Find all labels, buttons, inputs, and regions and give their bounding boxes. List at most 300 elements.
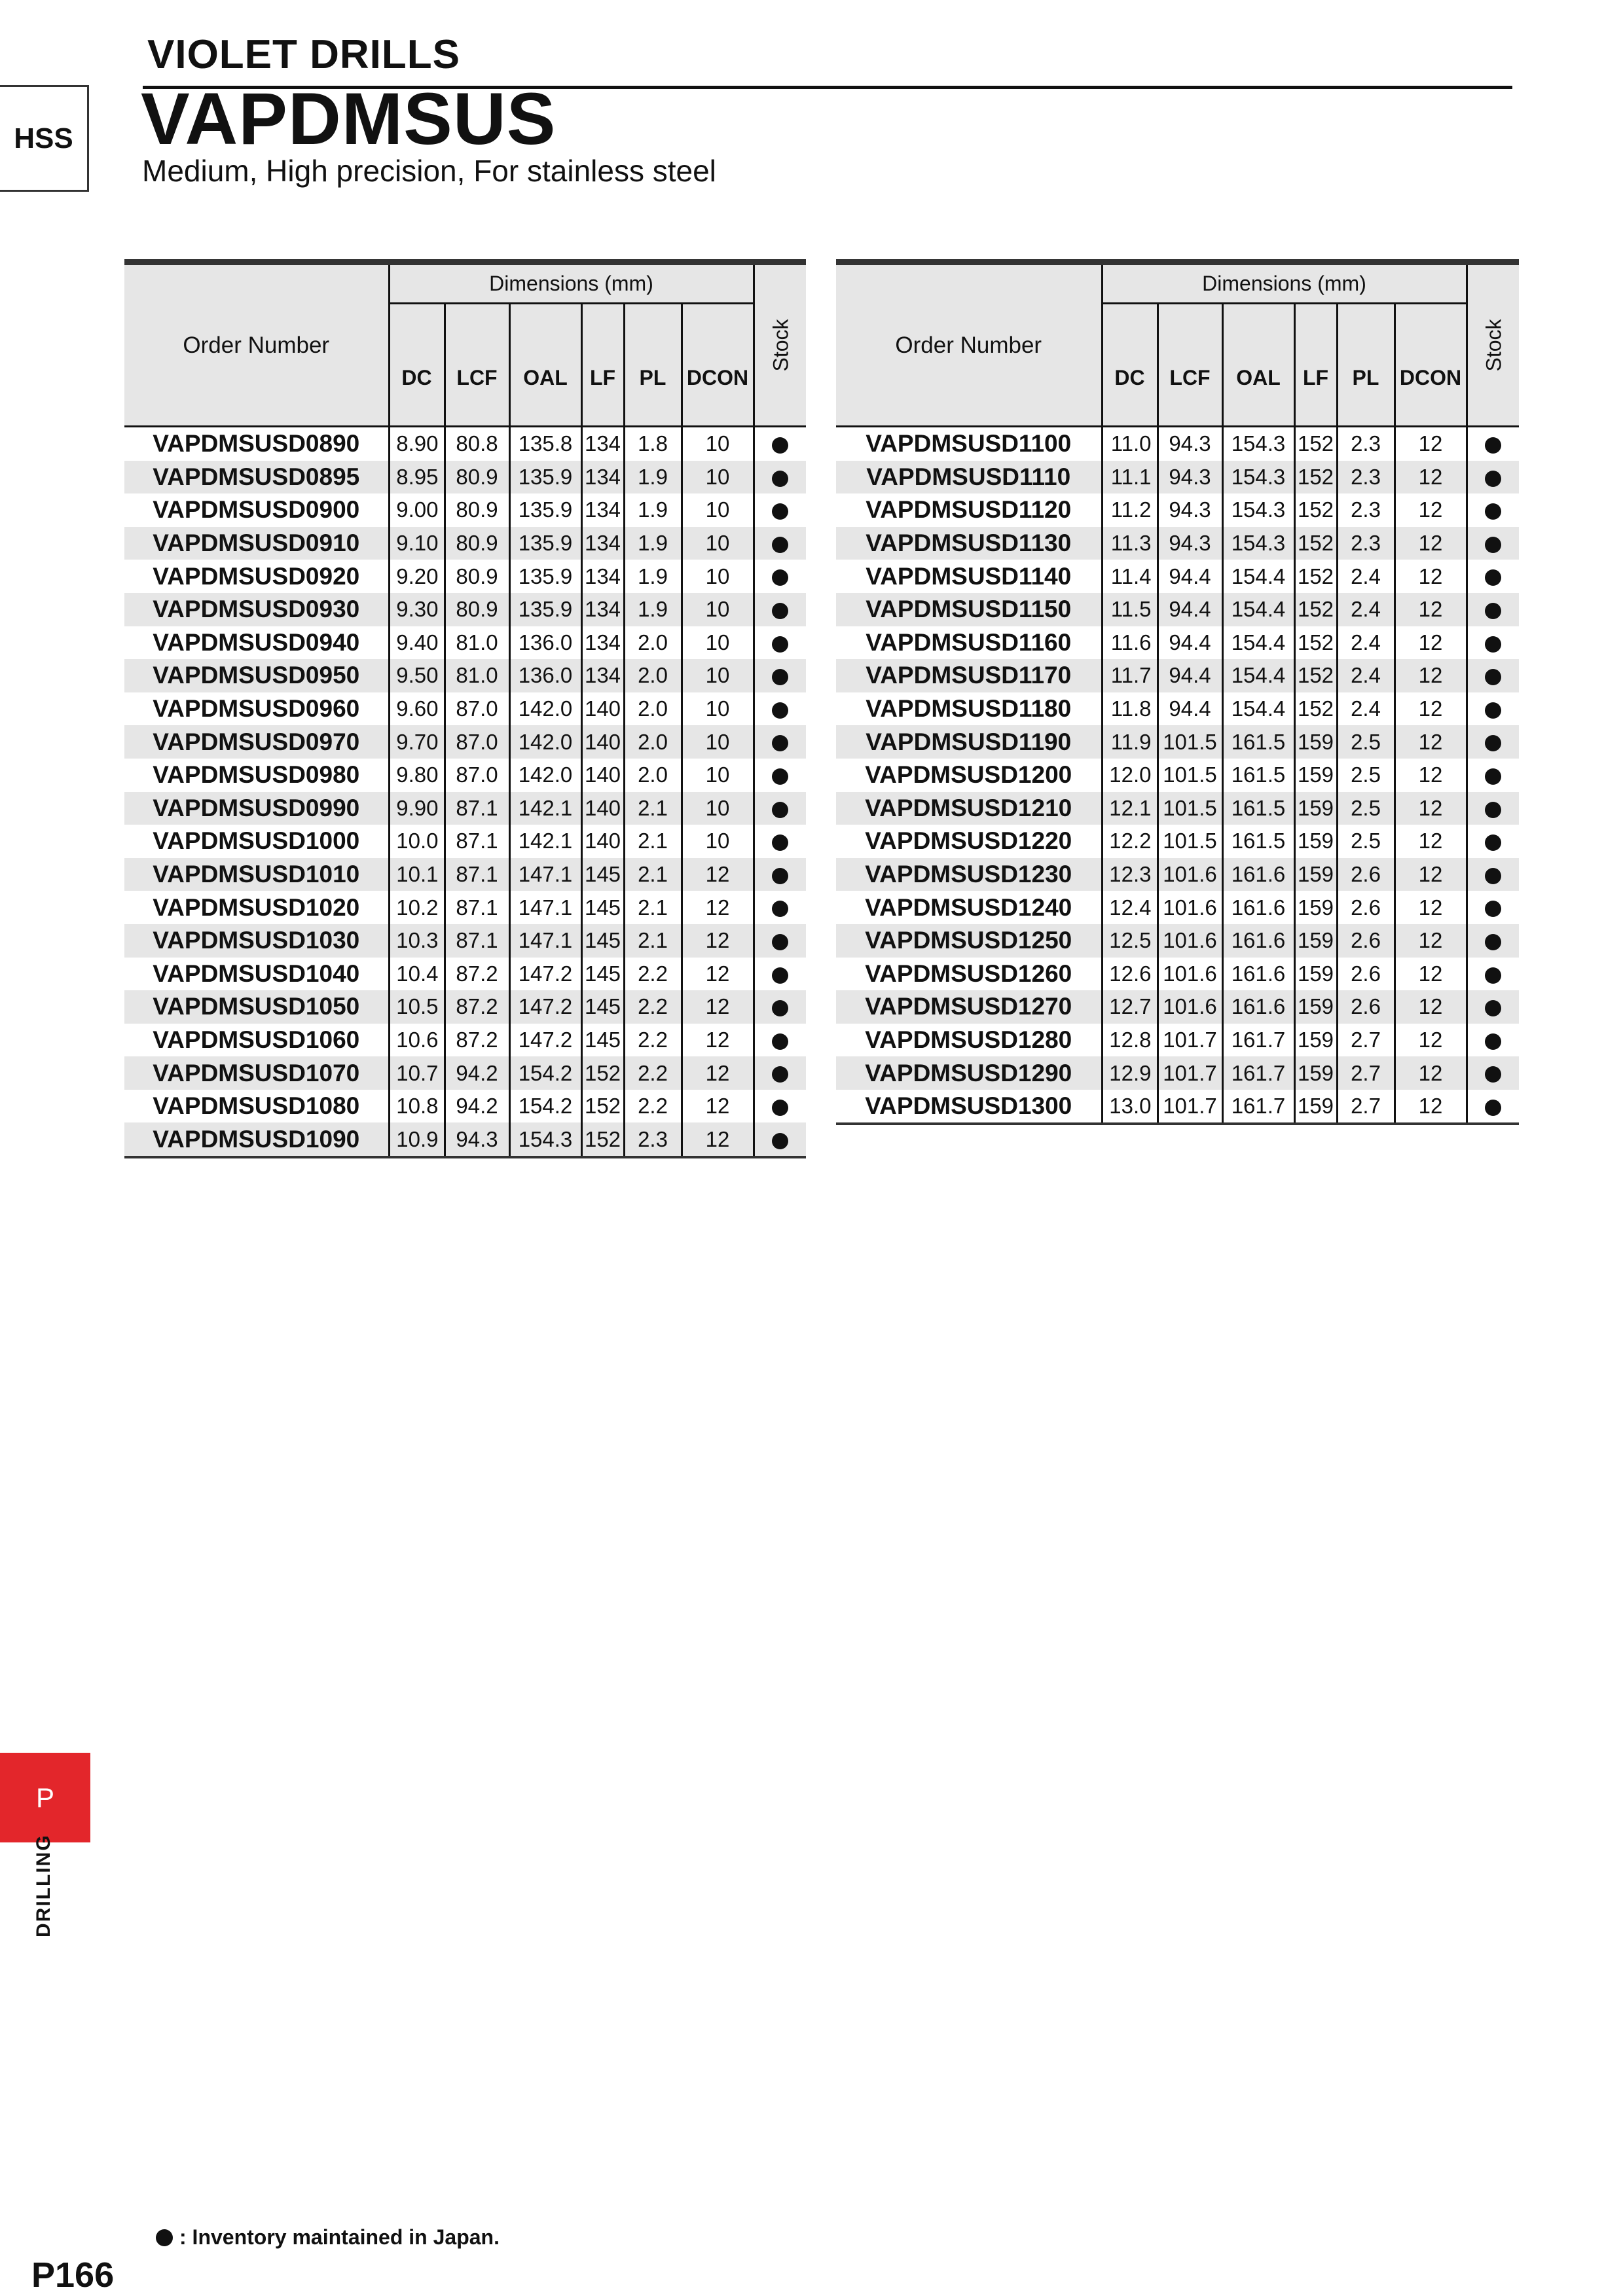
pl-cell: 2.3 [1337, 461, 1395, 494]
table-row [836, 958, 1519, 991]
pl-cell: 2.6 [1337, 990, 1395, 1024]
stock-cell [1467, 990, 1519, 1024]
lcf-cell: 101.7 [1158, 1024, 1222, 1057]
pl-cell: 2.6 [1337, 891, 1395, 924]
table-row [124, 858, 806, 891]
dc-cell: 12.2 [1102, 825, 1158, 858]
dcon-cell: 12 [1395, 659, 1467, 692]
lcf-cell: 94.4 [1158, 692, 1222, 726]
table-row [836, 659, 1519, 692]
stock-cell [1467, 692, 1519, 726]
lcf-cell: 87.2 [445, 1024, 509, 1057]
table-row [836, 461, 1519, 494]
dcon-cell: 12 [682, 990, 754, 1024]
lcf-cell: 101.6 [1158, 924, 1222, 958]
lf-cell: 140 [581, 759, 624, 792]
order-number-header: Order Number [124, 262, 389, 427]
table-row [124, 493, 806, 527]
dc-cell: 10.5 [389, 990, 445, 1024]
order-number-cell: VAPDMSUSD1050 [124, 990, 389, 1024]
dc-cell: 10.3 [389, 924, 445, 958]
dcon-cell: 12 [682, 858, 754, 891]
dc-cell: 10.4 [389, 958, 445, 991]
stock-cell [1467, 427, 1519, 461]
stock-dot-icon [1485, 802, 1501, 818]
dcon-cell: 12 [682, 958, 754, 991]
stock-cell [1467, 560, 1519, 593]
stock-cell [754, 427, 806, 461]
order-number-cell: VAPDMSUSD1290 [836, 1056, 1102, 1090]
order-number-cell: VAPDMSUSD1150 [836, 593, 1102, 626]
stock-cell [754, 461, 806, 494]
legend-text: : Inventory maintained in Japan. [179, 2225, 500, 2249]
series-title: VIOLET DRILLS [147, 32, 460, 77]
stock-header: Stock [1467, 262, 1519, 427]
order-number-cell: VAPDMSUSD1010 [124, 858, 389, 891]
oal-cell: 142.1 [509, 792, 581, 825]
order-number-cell: VAPDMSUSD1090 [124, 1122, 389, 1157]
stock-cell [1467, 792, 1519, 825]
lf-cell: 134 [581, 560, 624, 593]
dcon-cell: 12 [1395, 626, 1467, 660]
oal-cell: 161.5 [1222, 759, 1294, 792]
pl-cell: 2.1 [624, 891, 682, 924]
dcon-cell: 12 [1395, 759, 1467, 792]
spec-table-left [124, 259, 806, 1158]
stock-cell [1467, 1024, 1519, 1057]
pl-cell: 1.9 [624, 527, 682, 560]
order-number-cell: VAPDMSUSD1160 [866, 628, 1072, 656]
dcon-cell: 10 [682, 527, 754, 560]
lf-cell: 145 [581, 858, 624, 891]
stock-cell [1467, 659, 1519, 692]
pl-cell: 1.9 [624, 560, 682, 593]
lf-cell: 134 [581, 493, 624, 527]
table-row [124, 958, 806, 991]
order-number-cell: VAPDMSUSD1120 [866, 496, 1072, 524]
dcon-cell: 12 [682, 1122, 754, 1157]
dcon-cell: 12 [1395, 493, 1467, 527]
lcf-cell: 94.3 [445, 1122, 509, 1157]
lcf-cell: 87.2 [445, 990, 509, 1024]
pl-cell: 2.5 [1337, 725, 1395, 759]
dimensions-header: Dimensions (mm) [389, 262, 754, 304]
col-lf: LF [581, 304, 624, 427]
oal-cell: 161.6 [1222, 958, 1294, 991]
order-number-cell: VAPDMSUSD1220 [865, 827, 1072, 855]
stock-dot-icon [772, 603, 788, 619]
dc-cell: 11.7 [1102, 659, 1158, 692]
dc-cell: 10.1 [389, 858, 445, 891]
table-row [124, 891, 806, 924]
table-row [836, 924, 1519, 958]
stock-cell [754, 858, 806, 891]
dc-cell: 11.9 [1102, 725, 1158, 759]
oal-cell: 154.2 [509, 1090, 581, 1123]
lf-cell: 159 [1294, 858, 1337, 891]
oal-cell: 154.3 [1222, 427, 1294, 461]
stock-dot-icon [1485, 636, 1501, 653]
lf-cell: 152 [1294, 427, 1337, 461]
dimensions-header: Dimensions (mm) [1102, 262, 1467, 304]
stock-dot-icon [772, 669, 788, 685]
oal-cell: 135.9 [509, 560, 581, 593]
pl-cell: 2.2 [624, 1024, 682, 1057]
pl-cell: 2.5 [1337, 759, 1395, 792]
dc-cell: 11.3 [1102, 527, 1158, 560]
dcon-cell: 12 [1395, 593, 1467, 626]
stock-dot-icon [772, 1066, 788, 1083]
order-number-cell: VAPDMSUSD0910 [124, 527, 389, 560]
lcf-cell: 101.5 [1158, 825, 1222, 858]
pl-cell: 2.2 [624, 1090, 682, 1123]
stock-dot-icon [1485, 967, 1501, 984]
order-number-cell: VAPDMSUSD1190 [836, 725, 1102, 759]
pl-cell: 1.8 [624, 427, 682, 461]
table-row [836, 792, 1519, 825]
dc-cell: 11.6 [1102, 626, 1158, 660]
dcon-cell: 12 [682, 1024, 754, 1057]
dc-cell: 12.3 [1102, 858, 1158, 891]
lf-cell: 159 [1294, 1024, 1337, 1057]
order-number-cell: VAPDMSUSD1080 [153, 1092, 360, 1120]
lf-cell: 152 [1294, 659, 1337, 692]
order-number-cell: VAPDMSUSD1110 [836, 461, 1102, 494]
stock-cell [1467, 1090, 1519, 1124]
oal-cell: 142.1 [509, 825, 581, 858]
lcf-cell: 87.1 [445, 792, 509, 825]
dcon-cell: 12 [1395, 427, 1467, 461]
dc-cell: 9.70 [389, 725, 445, 759]
oal-cell: 161.5 [1222, 792, 1294, 825]
dc-cell: 8.95 [389, 461, 445, 494]
stock-cell [754, 825, 806, 858]
lf-cell: 134 [581, 626, 624, 660]
dcon-cell: 12 [682, 924, 754, 958]
dc-cell: 9.50 [389, 659, 445, 692]
table-row [836, 759, 1519, 792]
dc-cell: 12.6 [1102, 958, 1158, 991]
lcf-cell: 101.5 [1158, 759, 1222, 792]
stock-cell [754, 924, 806, 958]
lcf-cell: 81.0 [445, 659, 509, 692]
stock-cell [1467, 825, 1519, 858]
lf-cell: 140 [581, 792, 624, 825]
lf-cell: 152 [1294, 527, 1337, 560]
table-row [124, 825, 806, 858]
oal-cell: 135.9 [509, 527, 581, 560]
lcf-cell: 94.4 [1158, 626, 1222, 660]
oal-cell: 161.5 [1222, 725, 1294, 759]
stock-cell [754, 493, 806, 527]
stock-dot-icon [1485, 537, 1501, 553]
stock-dot-icon [1485, 569, 1501, 586]
stock-cell [754, 891, 806, 924]
lf-cell: 145 [581, 990, 624, 1024]
dcon-cell: 10 [682, 427, 754, 461]
dc-cell: 11.2 [1102, 493, 1158, 527]
oal-cell: 135.9 [509, 493, 581, 527]
pl-cell: 2.5 [1337, 825, 1395, 858]
col-lf: LF [1294, 304, 1337, 427]
order-number-cell: VAPDMSUSD1260 [865, 960, 1072, 987]
dcon-cell: 10 [682, 725, 754, 759]
order-number-cell: VAPDMSUSD0930 [124, 593, 389, 626]
dcon-cell: 12 [1395, 725, 1467, 759]
stock-dot-icon [1485, 702, 1501, 719]
lf-cell: 159 [1294, 725, 1337, 759]
table-row [124, 1090, 806, 1123]
dcon-cell: 12 [1395, 825, 1467, 858]
stock-dot-icon [1485, 1100, 1501, 1116]
lf-cell: 140 [581, 825, 624, 858]
table-row [124, 792, 806, 825]
pl-cell: 2.7 [1337, 1024, 1395, 1057]
order-number-cell: VAPDMSUSD0920 [153, 562, 360, 590]
dcon-cell: 12 [1395, 792, 1467, 825]
oal-cell: 161.7 [1222, 1024, 1294, 1057]
pl-cell: 2.6 [1337, 858, 1395, 891]
lf-cell: 140 [581, 725, 624, 759]
dcon-cell: 12 [1395, 560, 1467, 593]
lf-cell: 152 [1294, 626, 1337, 660]
dcon-cell: 12 [1395, 891, 1467, 924]
pl-cell: 2.1 [624, 792, 682, 825]
lf-cell: 159 [1294, 924, 1337, 958]
lcf-cell: 101.6 [1158, 958, 1222, 991]
stock-dot-icon [772, 569, 788, 586]
lcf-cell: 87.0 [445, 725, 509, 759]
order-number-cell: VAPDMSUSD1300 [836, 1090, 1102, 1124]
table-row [836, 990, 1519, 1024]
dcon-cell: 10 [682, 626, 754, 660]
lf-cell: 134 [581, 527, 624, 560]
oal-cell: 154.4 [1222, 626, 1294, 660]
oal-cell: 154.2 [509, 1056, 581, 1090]
pl-cell: 2.2 [624, 1056, 682, 1090]
stock-cell [754, 1122, 806, 1157]
order-number-cell: VAPDMSUSD0900 [153, 496, 360, 524]
stock-dot-icon [772, 768, 788, 785]
col-dcon: DCON [1395, 304, 1467, 427]
lf-cell: 152 [1294, 560, 1337, 593]
pl-cell: 2.4 [1337, 692, 1395, 726]
oal-cell: 147.2 [509, 1024, 581, 1057]
stock-header: Stock [754, 262, 806, 427]
lcf-cell: 87.1 [445, 825, 509, 858]
order-number-cell: VAPDMSUSD1180 [866, 695, 1072, 723]
order-number-cell: VAPDMSUSD1040 [153, 960, 360, 987]
oal-cell: 147.1 [509, 891, 581, 924]
oal-cell: 154.4 [1222, 593, 1294, 626]
stock-cell [1467, 759, 1519, 792]
lcf-cell: 101.5 [1158, 792, 1222, 825]
col-dc: DC [389, 304, 445, 427]
lf-cell: 140 [581, 692, 624, 726]
table-row [124, 427, 806, 461]
oal-cell: 147.1 [509, 924, 581, 958]
dc-cell: 10.6 [389, 1024, 445, 1057]
dcon-cell: 12 [682, 1090, 754, 1123]
oal-cell: 154.4 [1222, 560, 1294, 593]
lf-cell: 159 [1294, 990, 1337, 1024]
oal-cell: 135.8 [509, 427, 581, 461]
stock-dot-icon [1485, 1000, 1501, 1016]
stock-dot-icon [1485, 1066, 1501, 1083]
pl-cell: 2.0 [624, 692, 682, 726]
pl-cell: 2.4 [1337, 560, 1395, 593]
dcon-cell: 12 [1395, 1090, 1467, 1124]
table-body-right [836, 427, 1519, 1124]
dcon-cell: 10 [682, 593, 754, 626]
dc-cell: 9.30 [389, 593, 445, 626]
col-oal: OAL [509, 304, 581, 427]
oal-cell: 136.0 [509, 626, 581, 660]
table-row [836, 825, 1519, 858]
dc-cell: 12.4 [1102, 891, 1158, 924]
order-number-cell: VAPDMSUSD1250 [836, 924, 1102, 958]
lf-cell: 152 [1294, 461, 1337, 494]
dc-cell: 11.1 [1102, 461, 1158, 494]
oal-cell: 161.5 [1222, 825, 1294, 858]
pl-cell: 2.0 [624, 759, 682, 792]
dc-cell: 12.8 [1102, 1024, 1158, 1057]
dc-cell: 9.90 [389, 792, 445, 825]
order-number-cell: VAPDMSUSD1070 [124, 1056, 389, 1090]
lcf-cell: 87.1 [445, 924, 509, 958]
stock-dot-icon [1485, 437, 1501, 454]
lf-cell: 159 [1294, 825, 1337, 858]
order-number-cell: VAPDMSUSD1270 [836, 990, 1102, 1024]
dc-cell: 10.9 [389, 1122, 445, 1157]
dc-cell: 12.9 [1102, 1056, 1158, 1090]
stock-dot-icon [772, 868, 788, 884]
dcon-cell: 12 [1395, 1056, 1467, 1090]
pl-cell: 2.2 [624, 990, 682, 1024]
pl-cell: 2.3 [624, 1122, 682, 1157]
stock-dot-icon [1485, 735, 1501, 751]
stock-cell [754, 792, 806, 825]
stock-cell [1467, 461, 1519, 494]
dcon-cell: 12 [1395, 1024, 1467, 1057]
lcf-cell: 80.9 [445, 493, 509, 527]
lf-cell: 159 [1294, 1056, 1337, 1090]
model-title: VAPDMSUS [141, 78, 556, 160]
col-lcf: LCF [445, 304, 509, 427]
table-row [124, 924, 806, 958]
lf-cell: 152 [581, 1090, 624, 1123]
stock-cell [1467, 958, 1519, 991]
stock-cell [1467, 1056, 1519, 1090]
pl-cell: 2.5 [1337, 792, 1395, 825]
pl-cell: 2.7 [1337, 1090, 1395, 1124]
oal-cell: 136.0 [509, 659, 581, 692]
lcf-cell: 94.2 [445, 1056, 509, 1090]
stock-dot-icon [1485, 603, 1501, 619]
dc-cell: 13.0 [1102, 1090, 1158, 1124]
lf-cell: 159 [1294, 958, 1337, 991]
lf-cell: 159 [1294, 1090, 1337, 1124]
stock-cell [754, 990, 806, 1024]
lcf-cell: 101.6 [1158, 990, 1222, 1024]
dc-cell: 10.7 [389, 1056, 445, 1090]
oal-cell: 161.6 [1222, 924, 1294, 958]
dcon-cell: 10 [682, 692, 754, 726]
page-number: P166 [31, 2255, 115, 2295]
stock-dot-icon [772, 802, 788, 818]
dcon-cell: 10 [682, 759, 754, 792]
oal-cell: 161.7 [1222, 1056, 1294, 1090]
lcf-cell: 87.2 [445, 958, 509, 991]
stock-dot-icon [772, 636, 788, 653]
dc-cell: 12.1 [1102, 792, 1158, 825]
table-row [124, 1056, 806, 1090]
lcf-cell: 87.1 [445, 858, 509, 891]
dcon-cell: 10 [682, 560, 754, 593]
lf-cell: 152 [1294, 593, 1337, 626]
stock-cell [754, 1056, 806, 1090]
stock-cell [754, 958, 806, 991]
stock-dot-icon [772, 702, 788, 719]
stock-dot-icon [156, 2229, 173, 2246]
spec-table-right [836, 259, 1519, 1125]
dcon-cell: 12 [682, 1056, 754, 1090]
oal-cell: 161.6 [1222, 858, 1294, 891]
pl-cell: 2.4 [1337, 659, 1395, 692]
oal-cell: 154.3 [1222, 461, 1294, 494]
lcf-cell: 94.3 [1158, 493, 1222, 527]
dcon-cell: 10 [682, 825, 754, 858]
stock-dot-icon [1485, 669, 1501, 685]
table-row [124, 692, 806, 726]
pl-cell: 2.2 [624, 958, 682, 991]
lf-cell: 145 [581, 1024, 624, 1057]
pl-cell: 1.9 [624, 461, 682, 494]
oal-cell: 154.4 [1222, 692, 1294, 726]
order-number-cell: VAPDMSUSD1170 [836, 659, 1102, 692]
order-number-cell: VAPDMSUSD1230 [836, 858, 1102, 891]
stock-dot-icon [1485, 834, 1501, 851]
lcf-cell: 80.9 [445, 593, 509, 626]
stock-cell [754, 560, 806, 593]
stock-dot-icon [1485, 901, 1501, 917]
oal-cell: 154.4 [1222, 659, 1294, 692]
stock-dot-icon [1485, 1033, 1501, 1050]
pl-cell: 2.4 [1337, 626, 1395, 660]
stock-cell [754, 626, 806, 660]
dcon-cell: 12 [1395, 990, 1467, 1024]
stock-cell [1467, 858, 1519, 891]
pl-cell: 2.0 [624, 626, 682, 660]
order-number-cell: VAPDMSUSD1000 [153, 827, 360, 855]
order-number-cell: VAPDMSUSD1100 [866, 430, 1072, 457]
table-row [124, 659, 806, 692]
pl-cell: 2.3 [1337, 493, 1395, 527]
lcf-cell: 101.5 [1158, 725, 1222, 759]
stock-dot-icon [772, 834, 788, 851]
stock-dot-icon [1485, 503, 1501, 520]
order-number-cell: VAPDMSUSD1240 [865, 893, 1072, 921]
pl-cell: 2.0 [624, 659, 682, 692]
dcon-cell: 10 [682, 792, 754, 825]
lcf-cell: 94.3 [1158, 427, 1222, 461]
table-row [836, 427, 1519, 461]
order-number-cell: VAPDMSUSD0890 [153, 430, 360, 457]
lf-cell: 152 [581, 1122, 624, 1157]
dc-cell: 9.60 [389, 692, 445, 726]
table-row [124, 759, 806, 792]
dcon-cell: 12 [1395, 858, 1467, 891]
